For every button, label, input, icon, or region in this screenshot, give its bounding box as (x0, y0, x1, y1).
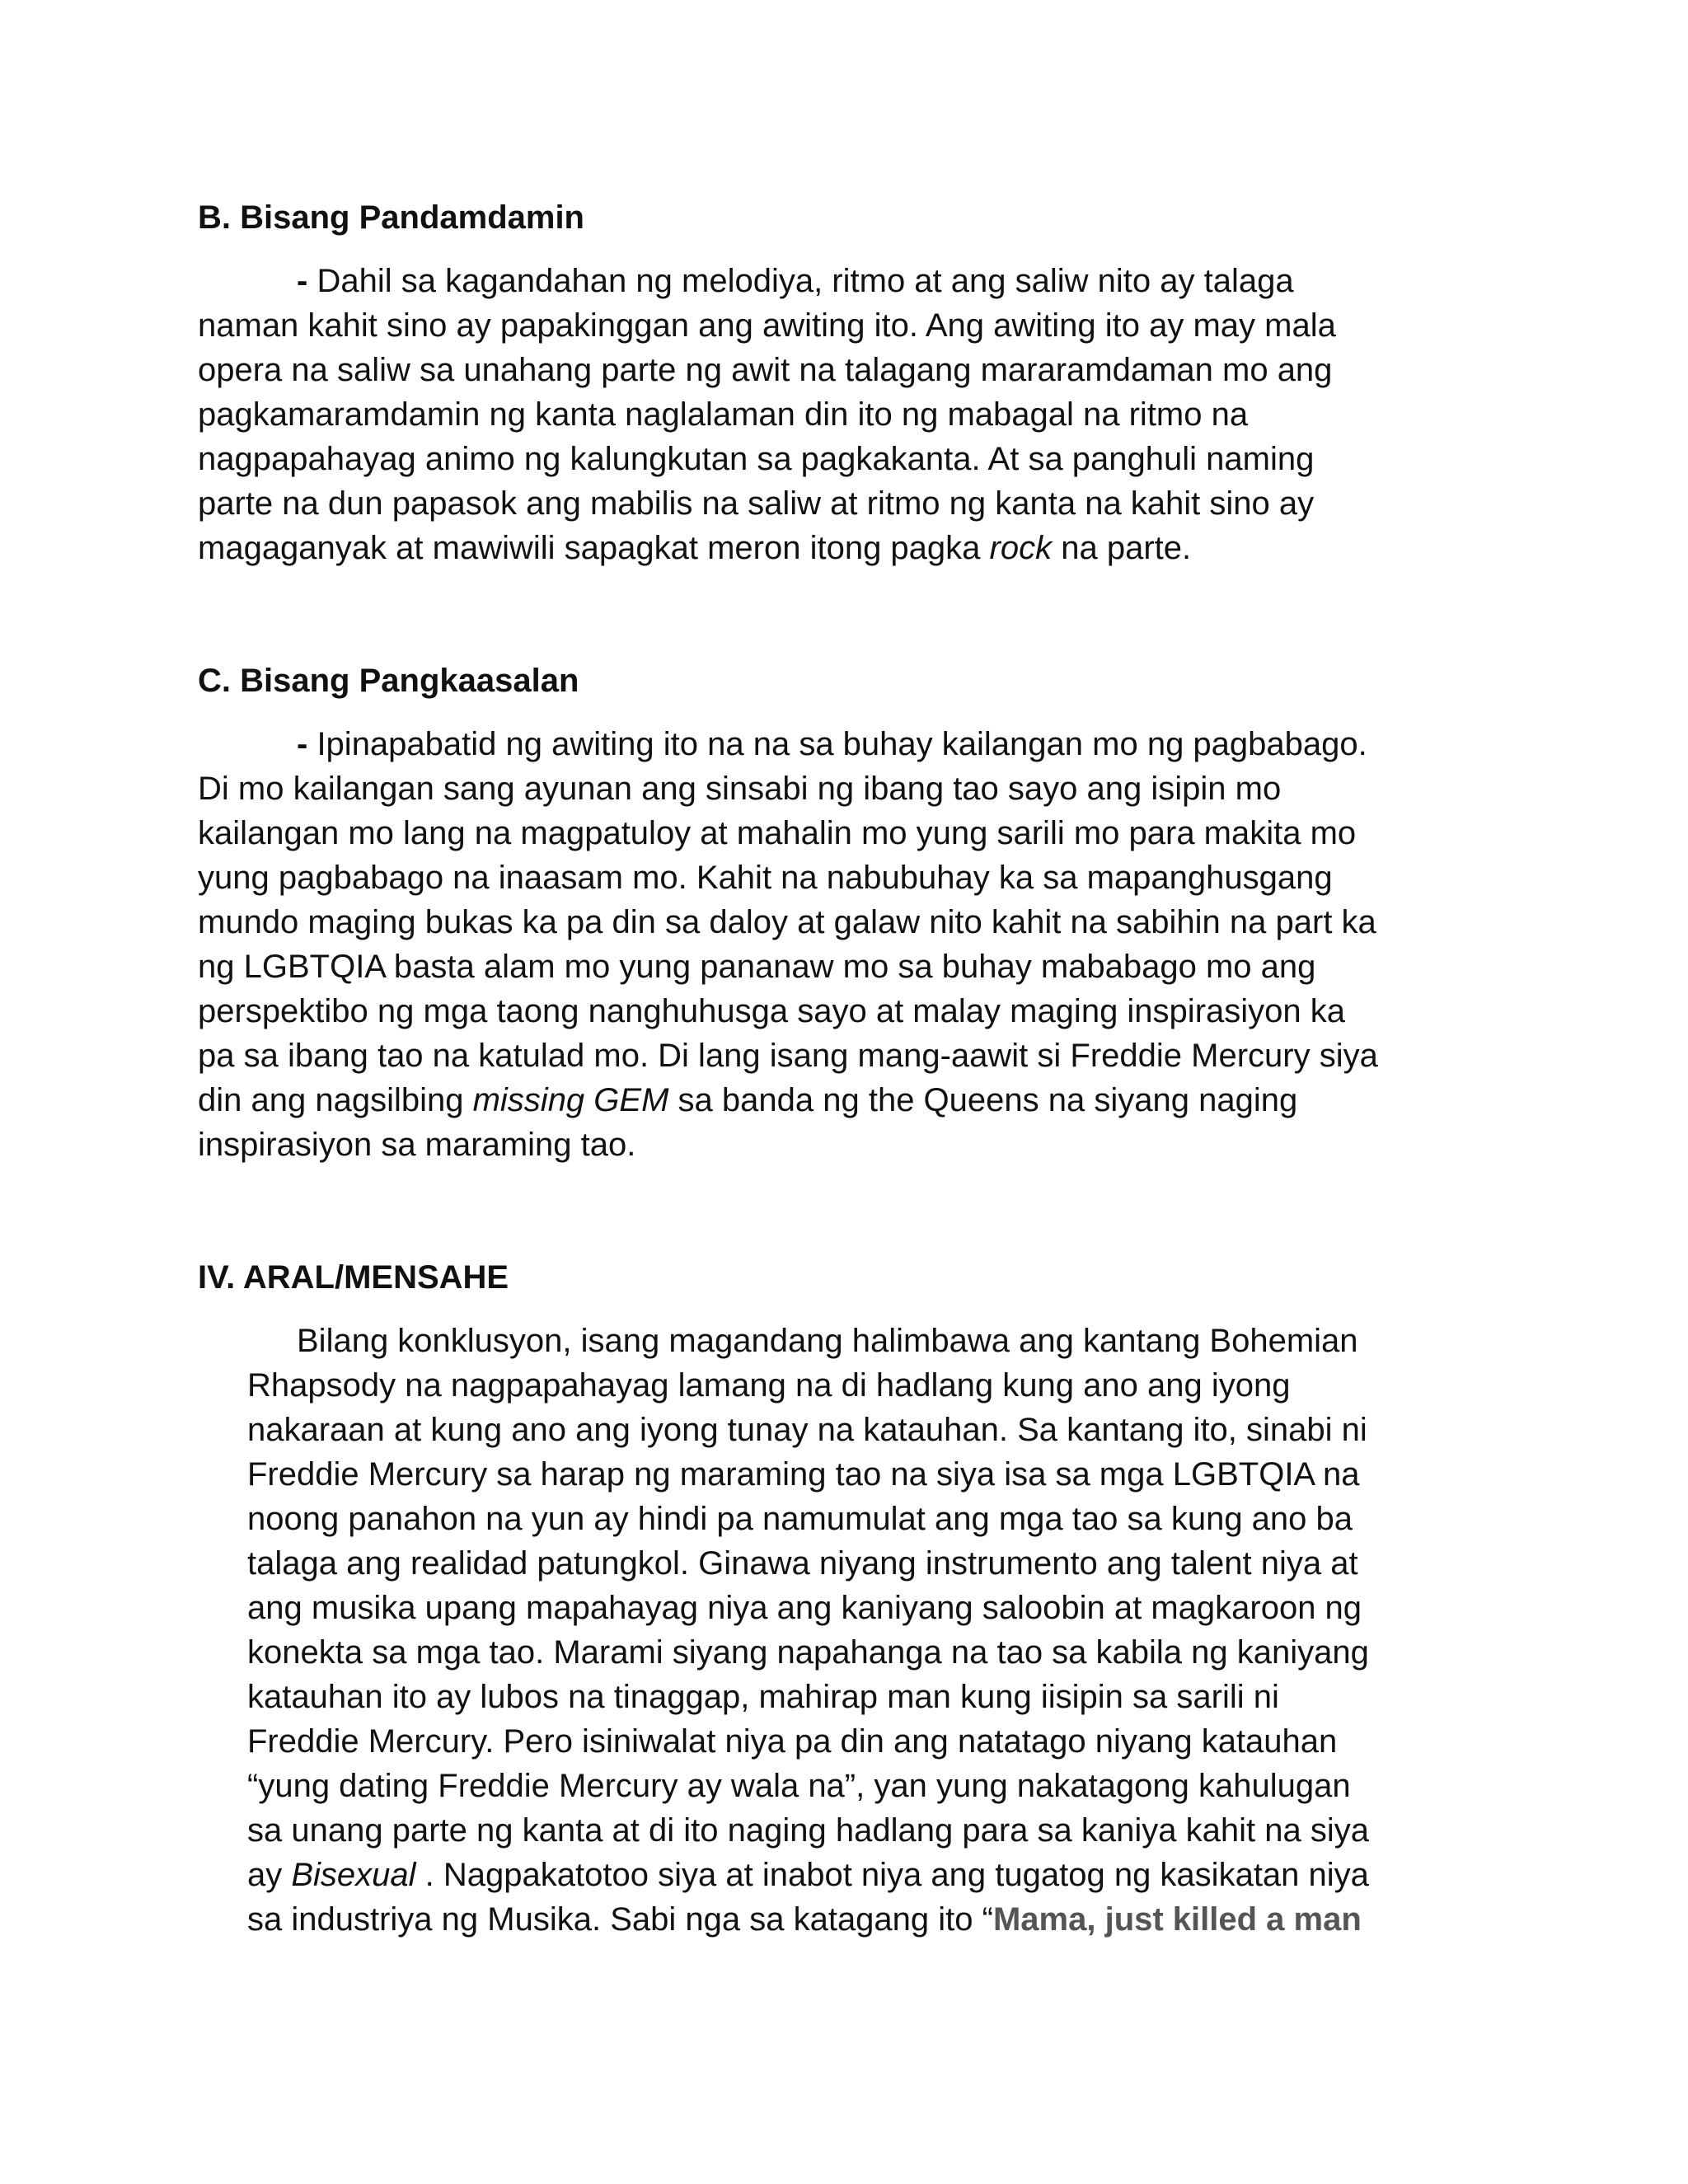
text-span: ay (247, 1857, 292, 1893)
dash-marker: - (297, 263, 308, 299)
text-line: Freddie Mercury sa harap ng maraming tao na siya isa sa mga LGBTQIA na (247, 1456, 1360, 1493)
text-line: konekta sa mga tao. Marami siyang napahanga na tao sa kabila ng kaniyang (247, 1634, 1369, 1671)
text-line: perspektibo ng mga taong nanghuhusga sayo at malay maging inspirasiyon ka (198, 993, 1345, 1029)
text-line: noong panahon na yun ay hindi pa namumulat ang mga tao sa kung ano ba (247, 1501, 1353, 1537)
text-line: ng LGBTQIA basta alam mo yung pananaw mo sa buhay mababago mo ang (198, 949, 1316, 985)
text-line: kailangan mo lang na magpatuloy at mahalin mo yung sarili mo para makita mo (198, 815, 1357, 851)
text-line: pa sa ibang tao na katulad mo. Di lang isang mang-aawit si Freddie Mercury siya (198, 1038, 1378, 1074)
paragraph-aral-mensahe (247, 1319, 1369, 1942)
heading-aral-mensahe: IV. ARAL/MENSAHE (198, 1259, 509, 1296)
text-span: Ipinapabatid ng awiting ito na na sa buhay kailangan mo ng pagbabago. (307, 726, 1367, 762)
text-line: sa unang parte ng kanta at di ito naging hadlang para sa kaniya kahit na siya (247, 1812, 1369, 1849)
italic-text: rock (989, 530, 1053, 566)
text-line: yung pagbabago na inaasam mo. Kahit na nabubuhay ka sa mapanghusgang (198, 860, 1333, 896)
paragraph-bisang-pandamdamin (198, 259, 1336, 570)
text-line: Freddie Mercury. Pero isiniwalat niya pa din ang natatago niyang katauhan (247, 1723, 1338, 1760)
italic-text: missing GEM (472, 1082, 669, 1118)
text-line (247, 1897, 1369, 1942)
text-span: sa industriya ng Musika. Sabi nga sa katagang ito “ (247, 1901, 993, 1938)
text-span: din ang nagsilbing (198, 1082, 473, 1118)
text-line (198, 259, 1336, 303)
text-line (247, 1853, 1369, 1897)
text-line (198, 722, 1378, 766)
text-line: Di mo kailangan sang ayunan ang sinsabi ng ibang tao sayo ang isipin mo (198, 771, 1282, 807)
dash-marker: - (297, 726, 308, 762)
text-line: naman kahit sino ay papakinggan ang awiting ito. Ang awiting ito ay may mala (198, 307, 1336, 344)
text-line: pagkamaramdamin ng kanta naglalaman din ito ng mabagal na ritmo na (198, 396, 1249, 433)
text-line: opera na saliw sa unahang parte ng awit na talagang mararamdaman mo ang (198, 352, 1333, 388)
bold-quote-text: Mama, just killed a man (992, 1901, 1362, 1938)
text-span: na parte. (1052, 530, 1192, 566)
text-line (198, 526, 1336, 570)
heading-bisang-pangkaasalan: C. Bisang Pangkaasalan (198, 663, 579, 699)
heading-bisang-pandamdamin: B. Bisang Pandamdamin (198, 199, 584, 236)
text-line: “yung dating Freddie Mercury ay wala na”, yan yung nakatagong kahulugan (247, 1768, 1351, 1804)
text-line: ang musika upang mapahayag niya ang kaniyang saloobin at magkaroon ng (247, 1590, 1362, 1626)
text-line: Bilang konklusyon, isang magandang halimbawa ang kantang Bohemian (297, 1323, 1358, 1359)
text-line: nakaraan at kung ano ang iyong tunay na katauhan. Sa kantang ito, sinabi ni (247, 1412, 1367, 1448)
text-line: talaga ang realidad patungkol. Ginawa niyang instrumento ang talent niya at (247, 1545, 1358, 1582)
text-span: . Nagpakatotoo siya at inabot niya ang tugatog ng kasikatan niya (415, 1857, 1369, 1893)
text-span: sa banda ng the Queens na siyang naging (668, 1082, 1298, 1118)
paragraph-bisang-pangkaasalan (198, 722, 1378, 1167)
text-line: katauhan ito ay lubos na tinaggap, mahirap man kung iisipin sa sarili ni (247, 1679, 1279, 1715)
text-line (198, 1078, 1378, 1122)
text-line: Rhapsody na nagpapahayag lamang na di hadlang kung ano ang iyong (247, 1367, 1291, 1404)
text-line: inspirasiyon sa maraming tao. (198, 1127, 636, 1163)
text-line: mundo maging bukas ka pa din sa daloy at galaw nito kahit na sabihin na part ka (198, 904, 1376, 940)
italic-text: Bisexual (291, 1857, 416, 1893)
text-line: nagpapahayag animo ng kalungkutan sa pagkakanta. At sa panghuli naming (198, 441, 1315, 477)
text-line: parte na dun papasok ang mabilis na saliw at ritmo ng kanta na kahit sino ay (198, 485, 1315, 522)
text-span: magaganyak at mawiwili sapagkat meron itong pagka (198, 530, 990, 566)
text-span: Dahil sa kagandahan ng melodiya, ritmo at ang saliw nito ay talaga (307, 263, 1294, 299)
